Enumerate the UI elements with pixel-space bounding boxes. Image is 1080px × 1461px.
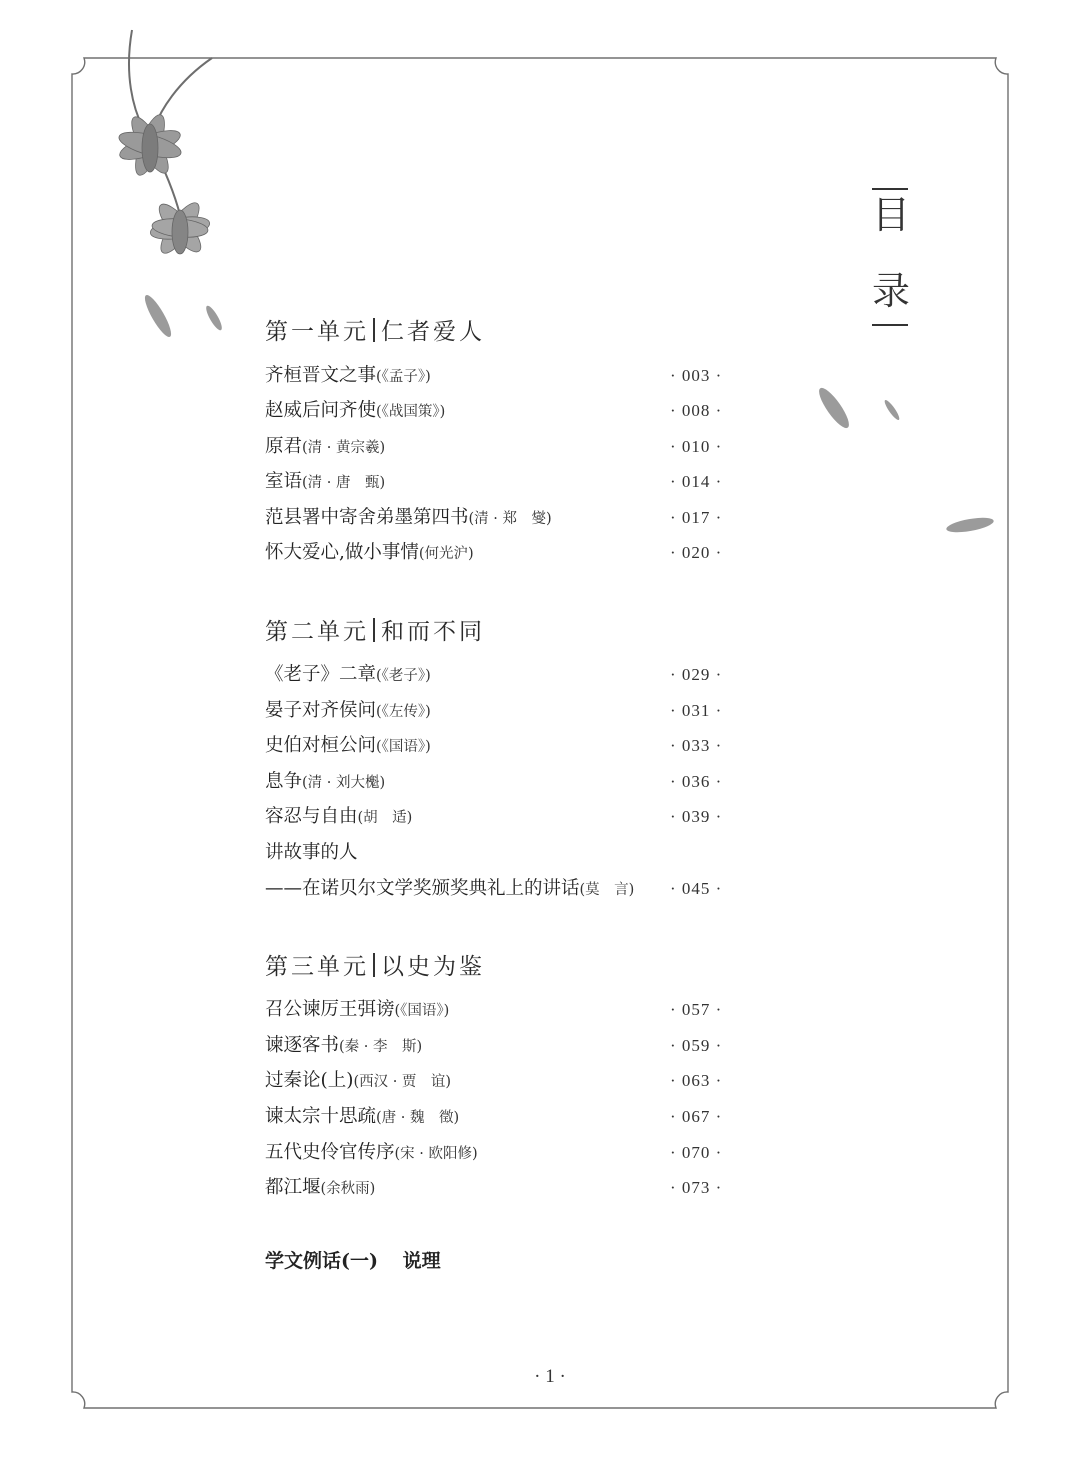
entry-title: 赵威后问齐使 [265,400,377,421]
toc-entry[interactable] [265,696,735,726]
entry-title: 史伯对桓公问 [265,735,377,756]
entry-author: (《老子》) [376,668,431,684]
entry-title: 都江堰 [265,1177,321,1198]
entry-page: · 033 · [670,736,723,755]
unit-label: 第二单元 [265,619,369,645]
entry-title: 室语 [265,471,303,492]
title-rule-top [872,188,908,190]
toc-entry[interactable] [265,1102,735,1132]
flower-branch-illustration [117,30,212,258]
entry-author: (《国语》) [394,1003,450,1019]
entry-title: 容忍与自由 [265,806,358,827]
toc-entry[interactable] [265,660,735,690]
toc-entry-subtitle[interactable] [265,874,735,904]
entry-author: (唐 · 魏 徵) [376,1110,460,1126]
unit-theme: 和而不同 [381,619,485,645]
entry-author: (清 · 唐 甄) [302,475,386,491]
entry-author: (清 · 郑 燮) [468,511,552,527]
toc-title [870,188,912,328]
entry-author: (西汉 · 贾 谊) [353,1074,452,1090]
entry-page: · 073 · [670,1178,723,1197]
page-number: · 1 · [534,1366,566,1387]
unit-label: 第一单元 [265,319,369,345]
toc-entry[interactable] [265,995,735,1025]
title-rule-bottom [872,324,908,326]
entry-author: (清 · 黄宗羲) [302,440,386,456]
toc-entry[interactable] [265,1138,735,1168]
entry-author: (胡 适) [357,810,413,826]
toc-entry[interactable] [265,1066,735,1096]
unit-heading [265,948,485,981]
entry-page: · 070 · [670,1143,723,1162]
entry-title: 齐桓晋文之事 [265,365,377,386]
entry-title: 范县署中寄舍弟墨第四书 [265,507,469,528]
unit-theme: 仁者爱人 [381,319,485,345]
entry-page: · 059 · [670,1036,723,1055]
title-char-2: 录 [871,269,910,313]
entry-page: · 029 · [670,665,723,684]
entry-page: · 010 · [670,437,723,456]
entry-title: 原君 [265,436,303,457]
toc-entry[interactable] [265,1173,735,1203]
entry-page: · 057 · [670,1000,723,1019]
entry-title: 《老子》二章 [265,664,377,685]
entry-author: (清 · 刘大櫆) [302,775,386,791]
entry-title: 召公谏厉王弭谤 [265,999,395,1020]
entry-page: · 014 · [670,472,723,491]
entry-author: (《左传》) [376,704,431,720]
unit-separator [373,318,375,342]
entry-page: · 039 · [670,807,723,826]
section-note-label: 学文例话(一) [265,1250,378,1272]
toc-entry[interactable] [265,1031,735,1061]
entry-title: 息争 [265,771,303,792]
entry-author: (宋 · 欧阳修) [394,1146,478,1162]
entry-author: (何光沪) [418,546,474,562]
toc-entry[interactable] [265,503,735,533]
unit-theme: 以史为鉴 [381,954,485,980]
toc-entry[interactable] [265,396,735,426]
toc-entry[interactable] [265,767,735,797]
entry-author: (《国语》) [376,739,431,755]
entry-title: 讲故事的人 [265,842,358,863]
section-note[interactable] [265,1246,459,1273]
unit-separator [373,618,375,642]
entry-title: 晏子对齐侯问 [265,700,377,721]
entry-page: · 020 · [670,543,723,562]
entry-page: · 036 · [670,772,723,791]
unit-heading [265,313,485,346]
entry-author: (余秋雨) [320,1181,376,1197]
toc-entry[interactable] [265,802,735,832]
entry-author: (《孟子》) [376,369,431,385]
toc-entry[interactable] [265,538,735,568]
entry-author: (《战国策》) [376,404,446,420]
entry-title: 过秦论(上) [265,1070,354,1091]
entry-page: · 017 · [670,508,723,527]
entry-author: (莫 言) [579,882,635,898]
entry-page: · 003 · [670,366,723,385]
section-note-topic: 说理 [402,1250,441,1272]
entry-title: 谏逐客书 [265,1035,340,1056]
unit-label: 第三单元 [265,954,369,980]
toc-entry[interactable] [265,467,735,497]
entry-title: 怀大爱心,做小事情 [265,542,419,563]
entry-author: (秦 · 李 斯) [339,1039,423,1055]
entry-page: · 045 · [670,879,723,898]
toc-entry[interactable] [265,731,735,761]
entry-title: 五代史伶官传序 [265,1142,395,1163]
entry-page: · 067 · [670,1107,723,1126]
entry-title: ——在诺贝尔文学奖颁奖典礼上的讲话 [265,878,580,899]
entry-page: · 008 · [670,401,723,420]
unit-separator [373,953,375,977]
toc-entry[interactable] [265,432,735,462]
unit-heading [265,613,485,646]
toc-entry[interactable] [265,838,735,868]
entry-page: · 031 · [670,701,723,720]
title-char-1: 目 [871,193,910,237]
toc-entry[interactable] [265,361,735,391]
entry-page: · 063 · [670,1071,723,1090]
entry-title: 谏太宗十思疏 [265,1106,377,1127]
